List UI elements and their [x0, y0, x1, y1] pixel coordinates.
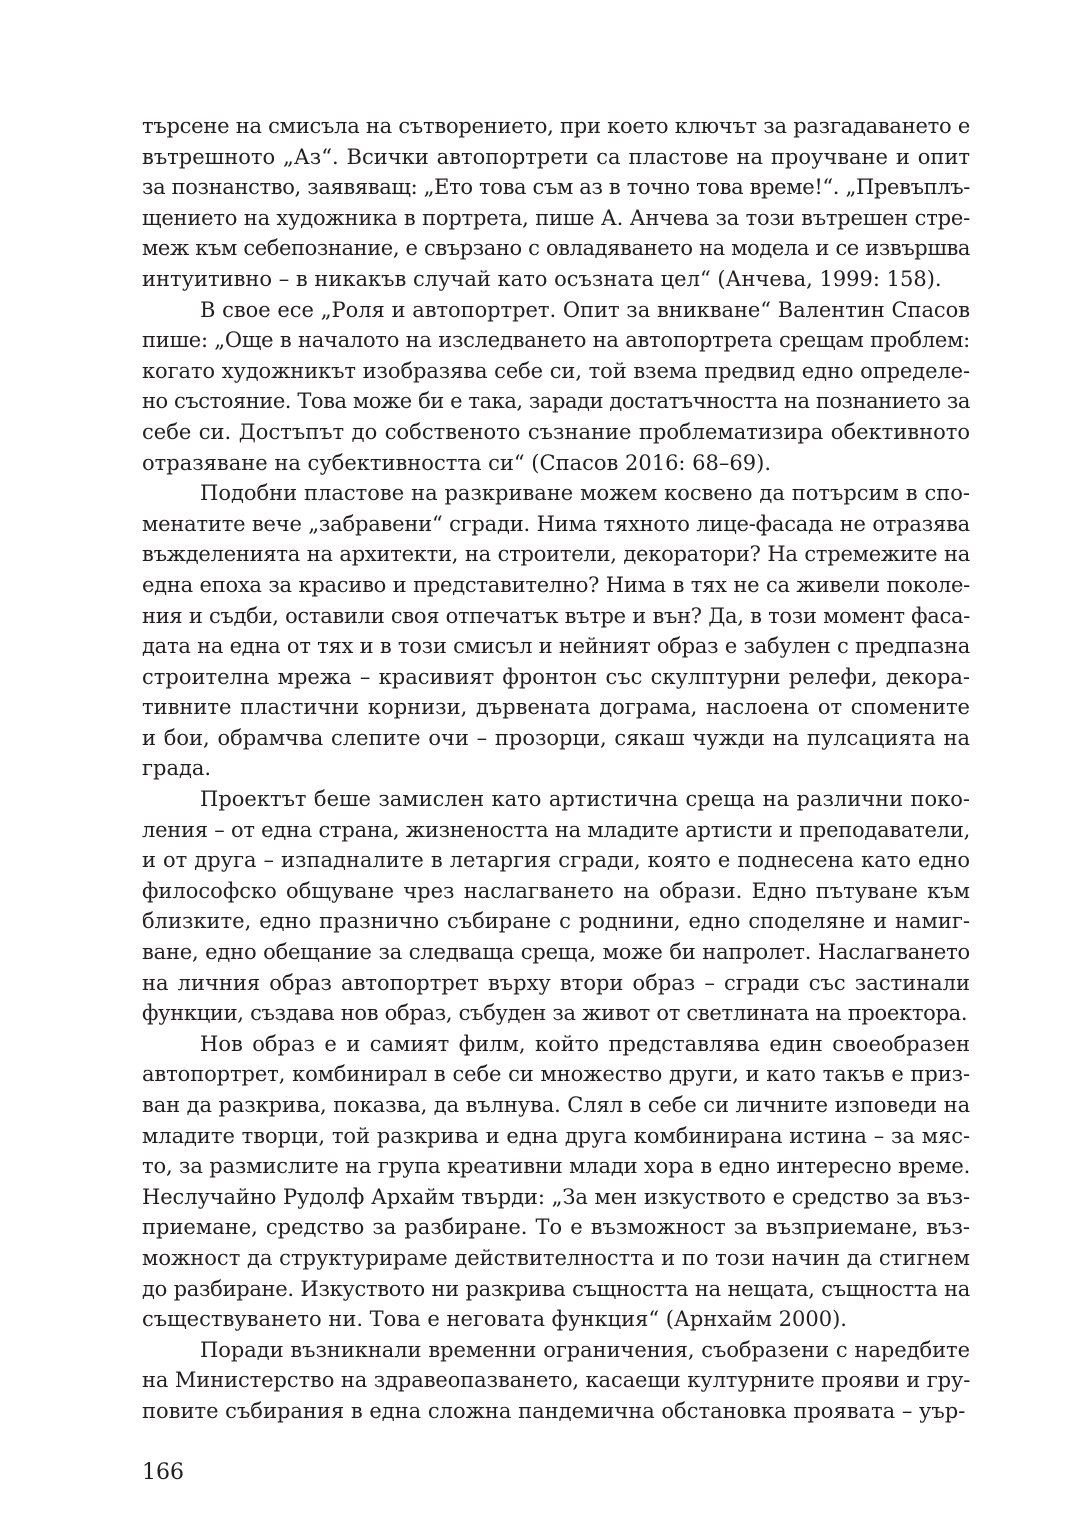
page-number: 166 — [142, 1460, 184, 1485]
text-line: пише: „Още в началото на изследването на автопортрета срещам проблем: — [142, 328, 970, 353]
text-line: дата на една от тях и в този смисъл и нейният образ е забулен с предпазна — [142, 634, 970, 659]
text-line: повите събирания в една сложна пандемична обстановка проявата – уър- — [142, 1398, 966, 1423]
page-body — [142, 111, 970, 1427]
text-line: Неслучайно Рудолф Архайм твърди: „За мен изкуството е средство за въз- — [142, 1184, 970, 1209]
paragraph — [142, 1029, 970, 1335]
text-line: то, за размислите на група креативни млади хора в едно интересно време. — [142, 1154, 970, 1179]
text-line: и от друга – изпадналите в летаргия сгради, която е поднесена като едно — [142, 848, 970, 873]
text-line: близките, едно празнично събиране с роднини, едно споделяне и намиг- — [142, 909, 970, 934]
text-line: на личния образ автопортрет върху втори образ – сгради със застинали — [142, 970, 970, 995]
paragraph — [142, 1335, 970, 1427]
text-line: меж към себепознание, е свързано с овладяването на модела и се извършва — [142, 236, 970, 261]
text-line: когато художникът изобразява себе си, той взема предвид едно определе- — [142, 358, 970, 383]
text-line: строителна мрежа – красивият фронтон със скулптурни релефи, декора- — [142, 664, 970, 689]
text-line: града. — [142, 756, 212, 781]
text-line: философско общуване чрез наслагването на образи. Едно пътуване към — [142, 878, 970, 903]
text-line: отразяване на субективността си“ (Спасов 2016: 68–69). — [142, 450, 771, 475]
paragraph — [142, 295, 970, 479]
text-line: Поради възникнали временни ограничения, съобразени с наредбите — [200, 1337, 970, 1362]
text-line: и бои, обрамчва слепите очи – прозорци, сякаш чужди на пулсацията на — [142, 725, 970, 750]
text-line: въжделенията на архитекти, на строители, декоратори? На стремежите на — [142, 542, 970, 567]
text-line: интуитивно – в никакъв случай като осъзната цел“ (Анчева, 1999: 158). — [142, 266, 942, 291]
text-line: до разбиране. Изкуството ни разкрива същността на нещата, същността на — [142, 1276, 970, 1301]
text-line: младите творци, той разкрива и една друга комбинирана истина – за мяс- — [142, 1123, 970, 1148]
text-line: тивните пластични корнизи, дървената дограма, наслоена от спомените — [142, 695, 970, 720]
text-line: ван да разкрива, показва, да вълнува. Слял в себе си личните изповеди на — [142, 1093, 970, 1117]
text-line: ния и съдби, оставили своя отпечатък вътре и вън? Да, в този момент фаса- — [142, 603, 970, 628]
body-text — [142, 111, 970, 1427]
text-line: функции, създава нов образ, събуден за живот от светлината на проектора. — [142, 1001, 968, 1026]
text-line: можност да структурираме действителността и по този начин да стигнем — [142, 1245, 970, 1270]
text-line: Проектът беше замислен като артистична среща на различни поко- — [200, 787, 970, 812]
text-line: за познанство, заявяващ: „Ето това съм аз в точно това време!“. „Превъплъ- — [142, 175, 970, 200]
text-line: менатите вече „забравени“ сгради. Нима тяхното лице-фасада не отразява — [142, 511, 970, 536]
text-line: Нов образ е и самият филм, който представлява един своеобразен — [200, 1031, 970, 1056]
text-line: вътрешното „Аз“. Всички автопортрети са пластове на проучване и опит — [142, 144, 970, 169]
text-line: приемане, средство за разбиране. То е възможност за възприемане, въз- — [142, 1215, 970, 1240]
text-line: себе си. Достъпът до собственото съзнание проблематизира обективното — [142, 419, 970, 444]
text-line: съществуването ни. Това е неговата функция“ (Арнхайм 2000). — [142, 1307, 847, 1332]
text-line: но състояние. Това може би е така, заради достатъчността на познанието за — [142, 389, 970, 414]
paragraph — [142, 111, 970, 295]
text-line: на Министерство на здравеопазването, касаещи културните прояви и гру- — [142, 1368, 970, 1393]
text-line: ления – от една страна, жизнеността на младите артисти и преподаватели, — [142, 817, 970, 842]
text-line: търсене на смисъла на сътворението, при което ключът за разгадаването е — [142, 114, 970, 138]
paragraph — [142, 478, 970, 784]
text-line: Подобни пластове на разкриване можем косвено да потърсим в спо- — [200, 481, 970, 506]
text-line: В свое есе „Роля и автопортрет. Опит за вникване“ Валентин Спасов — [200, 297, 970, 322]
text-line: ване, едно обещание за следваща среща, може би напролет. Наслагването — [142, 940, 970, 965]
text-line: щението на художника в портрета, пише А. Анчева за този вътрешен стре- — [142, 205, 970, 230]
text-line: една епоха за красиво и представително? Нима в тях не са живели поколе- — [142, 572, 970, 597]
text-line: автопортрет, комбинирал в себе си множество други, и като такъв е приз- — [142, 1062, 970, 1087]
paragraph — [142, 784, 970, 1029]
